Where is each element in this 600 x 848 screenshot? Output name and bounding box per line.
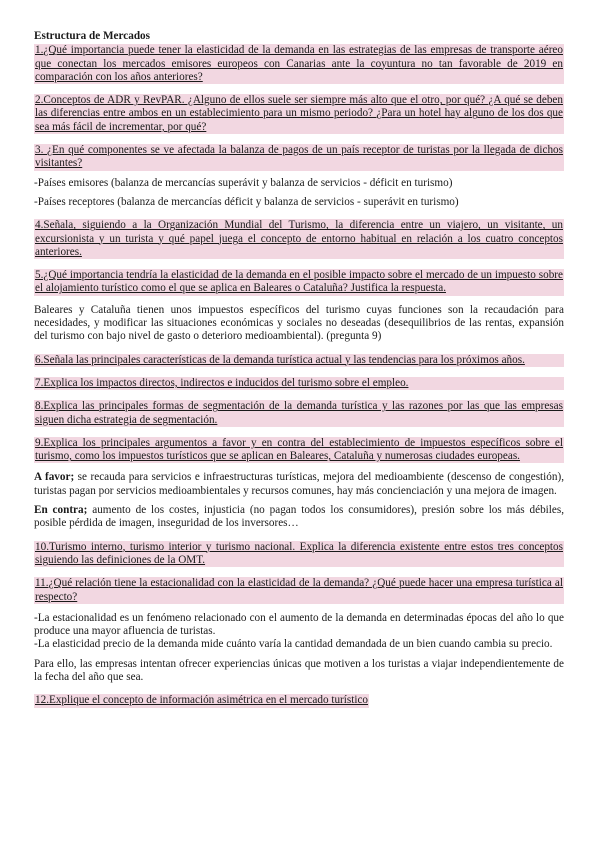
answer-11-line-2: -La elasticidad precio de la demanda mide cuánto varía la cantidad demandada de un bien cuando cambia su precio. <box>34 638 553 651</box>
answer-11-line-3: Para ello, las empresas intentan ofrecer experiencias únicas que motiven a los turistas a viajar independientemente de la fecha del año que sea. <box>34 657 564 683</box>
question-2: 2.Conceptos de ADR y RevPAR. ¿Alguno de ellos suele ser siempre más alto que el otro, por qué? ¿A qué se deben las diferencias entre ambos en un establecimiento para un mismo periodo? ¿Para un hotel hay alguno de los dos que sea más fácil de incrementar, por qué? <box>35 94 563 133</box>
question-7: 7.Explica los impactos directos, indirectos e inducidos del turismo sobre el empleo. <box>34 377 564 390</box>
answer-9-contra-text: aumento de los costes, injusticia (no pagan todos los consumidores), presión sobre los más débiles, posible pérdida de imagen, inseguridad de los inversores… <box>34 504 565 530</box>
question-3: 3. ¿En qué componentes se ve afectada la balanza de pagos de un país receptor de turistas por la llegada de dichos visitantes? <box>35 144 563 170</box>
answer-11-line-1: -La estacionalidad es un fenómeno relacionado con el aumento de la demanda en determinadas épocas del año lo que produce una mayor afluencia de turistas. <box>34 611 564 638</box>
question-5: 5.¿Qué importancia tendría la elasticidad de la demanda en el posible impacto sobre el mercado de un impuesto sobre el alojamiento turístico como el que se aplica en Baleares o Cataluña? Justifica la respuesta. <box>35 269 563 295</box>
answer-9-contra <box>34 504 564 531</box>
question-4: 4.Señala, siguiendo a la Organización Mundial del Turismo, la diferencia entre un viajero, un visitante, un excursionista y un turista y qué papel juega el concepto de entorno habitual en relación a los cuatro conceptos anteriores. <box>35 219 563 258</box>
answer-9-contra-label: En contra; <box>34 504 88 517</box>
question-8: 8.Explica las principales formas de segmentación de la demanda turística y las razones por las que las empresas siguen dicha estrategia de segmentación. <box>35 400 563 426</box>
answer-3-line-1: -Países emisores (balanza de mercancías superávit y balanza de servicios - déficit en turismo) <box>34 176 453 189</box>
answer-9-favor <box>34 471 564 498</box>
answer-3-line-2: -Países receptores (balanza de mercancías déficit y balanza de servicios - superávit en turismo) <box>34 195 459 208</box>
question-11: 11.¿Qué relación tiene la estacionalidad con la elasticidad de la demanda? ¿Qué puede hacer una empresa turística al respecto? <box>35 577 563 603</box>
document-title: Estructura de Mercados <box>34 30 150 42</box>
question-6: 6.Señala las principales características de la demanda turística actual y las tendencias para los próximos años. <box>34 354 564 367</box>
document-page <box>34 30 564 708</box>
answer-9-favor-text: se recauda para servicios e infraestructuras turísticas, mejora del medioambiente (descenso de congestión), turistas pagan por servicios medioambientales y recursos comunes, hay más concienciación y una mejora de imagen. <box>34 471 564 497</box>
question-12: 12.Explique el concepto de información asimétrica en el mercado turístico <box>35 694 369 707</box>
answer-5: Baleares y Cataluña tienen unos impuestos específicos del turismo cuyas funciones son la recaudación para necesidades, y modificar las situaciones económicas y sociales no deseadas (desequilibrios de las rentas, expansión del turismo con bajo nivel de gasto o deterioro medioambiental). (pregunta 9) <box>34 303 564 343</box>
question-1: 1.¿Qué importancia puede tener la elasticidad de la demanda en las estrategias de las empresas de transporte aéreo que conectan los mercados emisores europeos con Canarias ante la coyuntura no tan favorable de 2019 en comparación con los años anteriores? <box>35 44 563 83</box>
question-10: 10.Turismo interno, turismo interior y turismo nacional. Explica la diferencia existente entre estos tres conceptos siguiendo las definiciones de la OMT. <box>35 540 563 566</box>
answer-9-favor-label: A favor; <box>34 471 75 484</box>
question-9: 9.Explica los principales argumentos a favor y en contra del establecimiento de impuestos específicos sobre el turismo, como los impuestos turísticos que se aplican en Baleares, Cataluña y numerosas ciudades europeas. <box>35 436 563 463</box>
